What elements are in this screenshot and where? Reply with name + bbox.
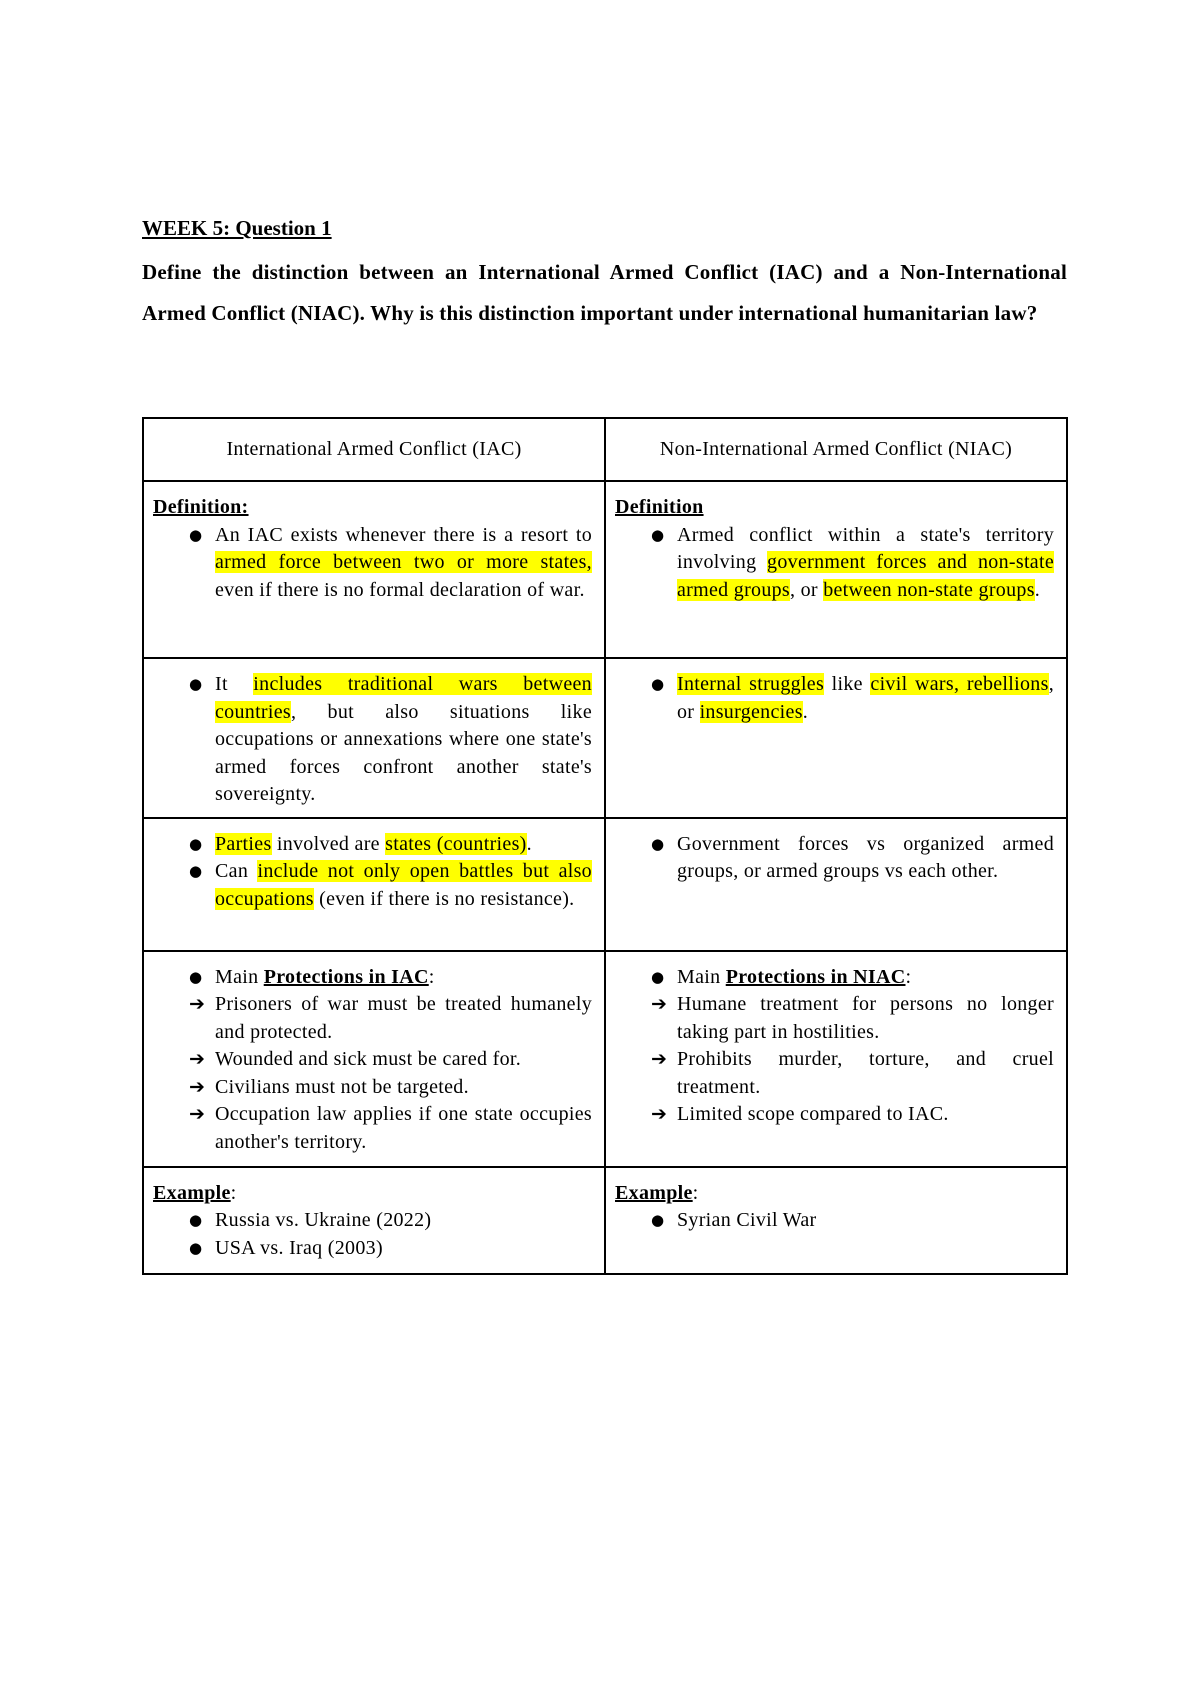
iac-protections-list — [153, 991, 592, 1156]
text-run: . — [1034, 578, 1041, 601]
niac-example-label: Example — [615, 1181, 693, 1204]
highlight: armed force between two or more states, — [215, 551, 592, 573]
niac-protections-list — [615, 991, 1054, 1129]
highlight: include not only open battles but also occupations — [215, 860, 592, 910]
table-row-parties — [143, 818, 1067, 951]
cell-iac-definition — [143, 481, 605, 658]
question-text: Define the distinction between an International Armed Conflict (IAC) and a Non-International Armed Conflict (NIAC). Why is this distinction important under international humanitarian law? — [142, 260, 1067, 325]
list-item: ➔ Limited scope compared to IAC. — [615, 1101, 1054, 1129]
text-run: (even if there is no resistance). — [313, 887, 575, 910]
list-item — [615, 522, 1054, 605]
highlight: Parties — [215, 832, 272, 855]
list-item — [615, 671, 1054, 726]
list-item — [153, 671, 592, 809]
list-item: ➔ Civilians must not be targeted. — [153, 1074, 592, 1102]
highlight: states (countries) — [385, 832, 527, 855]
table-row-scope — [143, 658, 1067, 818]
text-run: Main — [677, 965, 726, 988]
cell-iac-example — [143, 1167, 605, 1274]
text-run: involved are — [271, 832, 386, 855]
highlight: between non-state groups — [823, 578, 1035, 601]
niac-parties-list — [615, 831, 1054, 886]
table-row-definition — [143, 481, 1067, 658]
highlight: includes traditional wars between countries — [215, 673, 592, 723]
list-item: ● USA vs. Iraq (2003) — [153, 1235, 592, 1263]
header-iac: International Armed Conflict (IAC) — [143, 418, 605, 481]
text-run: Main — [215, 965, 264, 988]
text-run: : — [230, 1181, 237, 1204]
list-item: ● Government forces vs organized armed groups, or armed groups vs each other. — [615, 831, 1054, 886]
highlight: Internal struggles — [677, 673, 825, 695]
table-row-example — [143, 1167, 1067, 1274]
table-header-row — [143, 418, 1067, 481]
page-heading: WEEK 5: Question 1 — [142, 216, 332, 240]
list-item — [153, 858, 592, 913]
list-item — [615, 964, 1054, 992]
list-item — [153, 831, 592, 859]
niac-protections-label: Protections in NIAC — [725, 965, 906, 988]
header-niac: Non-International Armed Conflict (NIAC) — [605, 418, 1067, 481]
cell-niac-scope — [605, 658, 1067, 818]
text-run: . — [526, 832, 532, 855]
cell-niac-parties — [605, 818, 1067, 951]
table-row-protections — [143, 951, 1067, 1167]
list-item: ➔ Occupation law applies if one state occupies another's territory. — [153, 1101, 592, 1156]
text-run: , but also situations like occupations or annexations where one state's armed forces confront another state's sovereignty. — [215, 700, 592, 805]
text-run: It — [215, 673, 254, 695]
text-run: Armed conflict within a state's territory involving — [677, 523, 1054, 573]
list-item: ➔ Prisoners of war must be treated humanely and protected. — [153, 991, 592, 1046]
iac-definition-label: Definition: — [153, 496, 249, 518]
text-run: An IAC exists whenever there is a resort to — [215, 523, 592, 546]
text-run: : — [905, 965, 912, 988]
list-item: ● Syrian Civil War — [615, 1207, 1054, 1235]
iac-definition-list — [153, 522, 592, 605]
iac-protections-heading-list — [153, 964, 592, 992]
highlight: insurgencies — [699, 700, 803, 723]
cell-iac-parties — [143, 818, 605, 951]
iac-example-list — [153, 1207, 592, 1262]
niac-definition-list — [615, 522, 1054, 605]
highlight: civil wars, rebellions — [870, 673, 1049, 695]
list-item: ➔ Wounded and sick must be cared for. — [153, 1046, 592, 1074]
text-run: . — [802, 700, 809, 723]
text-run: : — [692, 1181, 699, 1204]
text-run: like — [824, 673, 871, 695]
list-item: ➔ Humane treatment for persons no longer taking part in hostilities. — [615, 991, 1054, 1046]
cell-iac-protections — [143, 951, 605, 1167]
list-item — [153, 522, 592, 605]
cell-iac-scope — [143, 658, 605, 818]
niac-example-list — [615, 1207, 1054, 1235]
comparison-table — [142, 417, 1068, 1275]
cell-niac-example — [605, 1167, 1067, 1274]
list-item — [153, 964, 592, 992]
niac-scope-list — [615, 671, 1054, 726]
niac-definition-label: Definition — [615, 496, 704, 518]
iac-protections-label: Protections in IAC — [263, 965, 429, 988]
iac-scope-list — [153, 671, 592, 809]
text-run: : — [428, 965, 435, 988]
highlight: government forces and non-state armed groups — [677, 551, 1055, 601]
cell-niac-protections — [605, 951, 1067, 1167]
iac-parties-list — [153, 831, 592, 914]
text-run: Can — [215, 860, 258, 882]
text-run: even if there is no formal declaration of war. — [215, 578, 585, 601]
iac-example-label: Example — [153, 1181, 231, 1204]
text-run: , or — [790, 578, 824, 601]
list-item: ● Russia vs. Ukraine (2022) — [153, 1207, 592, 1235]
list-item: ➔ Prohibits murder, torture, and cruel treatment. — [615, 1046, 1054, 1101]
text-run: , or — [677, 673, 1054, 723]
cell-niac-definition — [605, 481, 1067, 658]
niac-protections-heading-list — [615, 964, 1054, 992]
